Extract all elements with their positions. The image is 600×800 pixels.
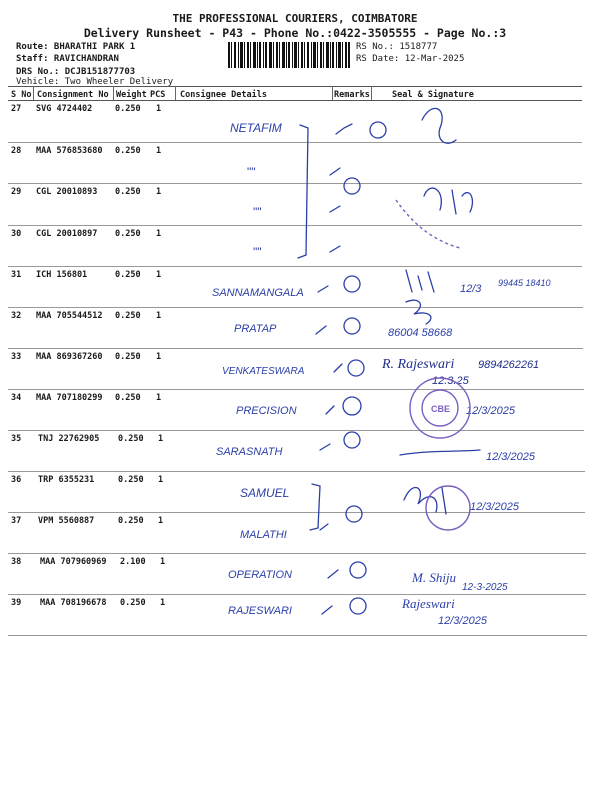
col-header-weight: Weight — [116, 90, 147, 100]
consignment-cell: MAA 705544512 — [36, 311, 103, 321]
table-row — [0, 393, 600, 433]
weight-cell: 0.250 — [115, 393, 141, 403]
weight-cell: 0.250 — [115, 270, 141, 280]
consignment-cell: MAA 576853680 — [36, 146, 103, 156]
table-row — [0, 352, 600, 392]
row-separator — [8, 430, 584, 431]
sno-cell: 33 — [11, 352, 22, 362]
sig-34-date: 12/3/2025 — [466, 405, 515, 417]
row-separator — [8, 142, 582, 143]
sig-33-date: 12.3.25 — [432, 375, 469, 387]
drs-label: DRS No.: DCJB151877703 — [16, 67, 136, 77]
sno-cell: 37 — [11, 516, 22, 526]
weight-cell: 0.250 — [118, 434, 144, 444]
pcs-cell: 1 — [156, 270, 162, 280]
row-separator — [8, 348, 583, 349]
pcs-cell: 1 — [156, 229, 162, 239]
pcs-cell: 1 — [156, 393, 162, 403]
table-row — [0, 229, 600, 269]
sig-35-date: 12/3/2025 — [486, 451, 535, 463]
weight-cell: 0.250 — [115, 187, 141, 197]
weight-cell: 0.250 — [115, 104, 141, 114]
sno-cell: 30 — [11, 229, 22, 239]
runsheet-title: Delivery Runsheet - P43 - Phone No.:0422-3505555 - Page No.:3 — [83, 26, 507, 40]
weight-cell: 0.250 — [115, 229, 141, 239]
consignee-27: NETAFIM — [230, 121, 282, 135]
consignment-cell: TRP 6355231 — [38, 475, 95, 485]
pcs-cell: 1 — [156, 146, 162, 156]
weight-cell: 0.250 — [115, 146, 141, 156]
table-row — [0, 187, 600, 227]
sig-38-name: M. Shiju — [412, 570, 457, 585]
consignment-cell: MAA 708196678 — [40, 598, 107, 608]
sno-cell: 32 — [11, 311, 22, 321]
table-row — [0, 270, 600, 310]
consignee-28: "" — [247, 165, 256, 179]
sig-32-phone: 86004 58668 — [388, 327, 453, 339]
weight-cell: 0.250 — [120, 598, 146, 608]
company-title: THE PROFESSIONAL COURIERS, COIMBATORE — [172, 12, 418, 25]
pcs-cell: 1 — [160, 598, 166, 608]
consignment-cell: TNJ 22762905 — [38, 434, 100, 444]
row-separator — [8, 594, 586, 595]
weight-cell: 0.250 — [118, 516, 144, 526]
table-row — [0, 146, 600, 186]
consignee-30: "" — [253, 245, 262, 259]
sig-31-phone: 99445 18410 — [498, 278, 551, 288]
col-header-seal-signature: Seal & Signature — [392, 90, 474, 100]
consignee-31: SANNAMANGALA — [212, 287, 304, 299]
sig-33-phone: 9894262261 — [478, 359, 540, 371]
consignee-33: VENKATESWARA — [222, 366, 305, 377]
consignee-34: PRECISION — [236, 405, 297, 417]
table-row — [0, 557, 600, 597]
sig-33-name: R. Rajeswari — [382, 357, 455, 372]
row-separator — [8, 183, 582, 184]
row-separator — [8, 635, 587, 636]
consignment-cell: ICH 156801 — [36, 270, 88, 280]
col-divider — [175, 86, 176, 100]
pcs-cell: 1 — [156, 311, 162, 321]
pcs-cell: 1 — [160, 557, 166, 567]
sig-39-date: 12/3/2025 — [438, 615, 487, 627]
table-row — [0, 475, 600, 515]
weight-cell: 2.100 — [120, 557, 146, 567]
header-bottom-rule — [8, 100, 582, 101]
col-divider — [113, 86, 114, 100]
col-header-remarks: Remarks — [334, 90, 370, 100]
col-divider — [332, 86, 333, 100]
col-divider — [371, 86, 372, 100]
consignment-cell: CGL 20010897 — [36, 229, 98, 239]
col-divider — [33, 86, 34, 100]
barcode — [228, 42, 350, 68]
weight-cell: 0.250 — [115, 352, 141, 362]
sno-cell: 28 — [11, 146, 22, 156]
sno-cell: 39 — [11, 598, 22, 608]
staff-label: Staff: RAVICHANDRAN — [16, 54, 119, 64]
pcs-cell: 1 — [156, 104, 162, 114]
consignee-39: RAJESWARI — [228, 605, 292, 617]
row-separator — [8, 266, 582, 267]
pcs-cell: 1 — [156, 352, 162, 362]
table-row — [0, 516, 600, 556]
table-row — [0, 311, 600, 351]
consignment-cell: MAA 869367260 — [36, 352, 103, 362]
sno-cell: 34 — [11, 393, 22, 403]
pcs-cell: 1 — [158, 475, 164, 485]
pcs-cell: 1 — [158, 516, 164, 526]
sig-38-date: 12-3-2025 — [462, 582, 508, 593]
row-separator — [8, 225, 582, 226]
sno-cell: 27 — [11, 104, 22, 114]
col-header-sno: S No — [11, 90, 32, 100]
table-row — [0, 598, 600, 638]
row-separator — [8, 307, 583, 308]
vehicle-label: Vehicle: Two Wheeler Delivery — [16, 77, 174, 87]
sig-36-date: 12/3/2025 — [470, 501, 519, 513]
header-top-rule — [8, 86, 582, 87]
rs-date-label: RS Date: 12-Mar-2025 — [356, 54, 465, 64]
pcs-cell: 1 — [158, 434, 164, 444]
sig-39-name: Rajeswari — [402, 596, 455, 611]
sno-cell: 38 — [11, 557, 22, 567]
row-separator — [8, 512, 585, 513]
sig-31-date: 12/3 — [460, 283, 482, 295]
consignee-35: SARASNATH — [216, 446, 283, 458]
route-label: Route: BHARATHI PARK 1 — [16, 42, 136, 52]
pcs-cell: 1 — [156, 187, 162, 197]
row-separator — [8, 553, 586, 554]
consignment-cell: SVG 4724402 — [36, 104, 93, 114]
consignee-32: PRATAP — [234, 323, 277, 335]
consignee-38: OPERATION — [228, 569, 292, 581]
table-row — [0, 104, 600, 144]
consignee-36: SAMUEL — [240, 486, 290, 500]
row-separator — [8, 471, 585, 472]
consignee-29: "" — [253, 205, 262, 219]
consignee-37: MALATHI — [240, 529, 287, 541]
col-header-consignment: Consignment No — [37, 90, 109, 100]
weight-cell: 0.250 — [115, 311, 141, 321]
sno-cell: 35 — [11, 434, 22, 444]
sno-cell: 31 — [11, 270, 22, 280]
consignment-cell: CGL 20010893 — [36, 187, 98, 197]
weight-cell: 0.250 — [118, 475, 144, 485]
table-row — [0, 434, 600, 474]
consignment-cell: VPM 5560887 — [38, 516, 95, 526]
sno-cell: 29 — [11, 187, 22, 197]
consignment-cell: MAA 707180299 — [36, 393, 103, 403]
stamp-center: CBE — [431, 404, 451, 414]
rs-number-label: RS No.: 1518777 — [356, 42, 438, 52]
row-separator — [8, 389, 584, 390]
col-header-pcs: PCS — [150, 90, 166, 100]
col-header-consignee: Consignee Details — [180, 90, 267, 100]
consignment-cell: MAA 707960969 — [40, 557, 107, 567]
sno-cell: 36 — [11, 475, 22, 485]
